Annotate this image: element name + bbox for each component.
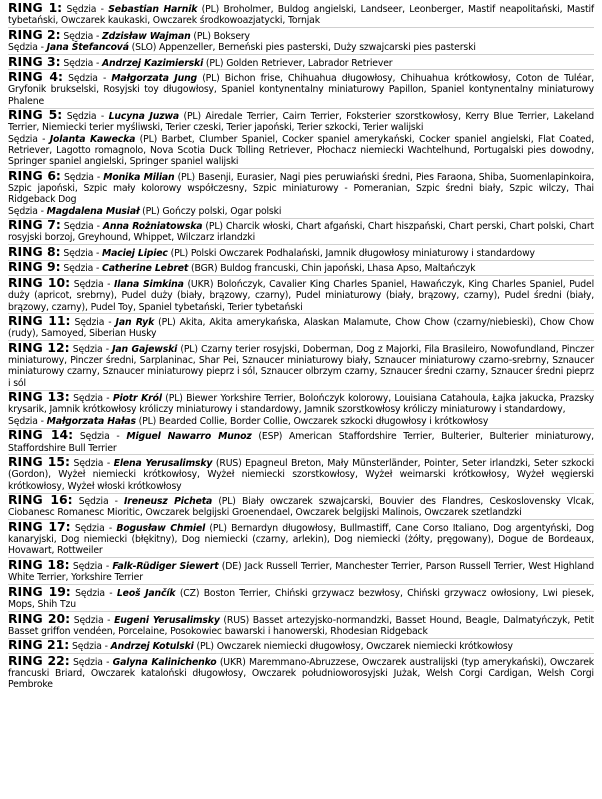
judge-prefix: Sędzia -: [68, 73, 107, 85]
judge-country: (PL): [138, 415, 157, 427]
judge-name: Sebastian Harnik: [108, 4, 198, 15]
ring-block: [8, 167, 594, 219]
breed-list: American Staffordshire Terrier, Bulterier, Bulterier miniaturowy, Staffordshire Bull Terrier: [8, 431, 594, 454]
ring-block: [8, 556, 595, 585]
judge-country: (ESP): [258, 431, 283, 443]
judge-prefix: Sędzia -: [74, 317, 112, 328]
judge-country: (CZ): [179, 587, 200, 599]
judge-prefix: Sędzia -: [73, 393, 110, 405]
ring-block: [8, 339, 595, 391]
judge-entry: [8, 456, 594, 492]
ring-label: RING 9:: [8, 259, 61, 275]
breed-list: Airedale Terrier, Cairn Terrier, Foksterier szorstkowłosy, Kerry Blue Terrier, Lakeland Terrier, Niemiecki terier myśliwski, Terier czeski, Terier japoński, Terier szkocki, Terier walijski: [8, 111, 594, 134]
ring-label: RING 5:: [8, 107, 63, 123]
judge-entry: [8, 429, 594, 454]
ring-block: [8, 261, 594, 276]
judge-name: Jolanta Kawecka: [49, 133, 136, 145]
judge-name: Piotr Król: [112, 393, 162, 405]
judge-entry: [8, 42, 594, 53]
ring-label: RING 8:: [8, 243, 61, 259]
judge-entry: [8, 53, 594, 69]
judge-country: (PL): [139, 133, 158, 145]
ring-block: [8, 274, 595, 314]
breed-list: Owczarek niemiecki długowłosy, Owczarek niemiecki krótkowłosy: [216, 641, 513, 653]
judge-country: (PL): [196, 641, 214, 653]
ring-label: RING 22:: [8, 652, 70, 668]
breed-list: Jack Russell Terrier, Manchester Terrier, Parson Russell Terrier, West Highland White Terrier, Yorkshire Terrier: [8, 560, 595, 584]
breed-list: Bichon frise, Chihuahua długowłosy, Chihuahua krótkowłosy, Coton de Tuléar, Gryfonik brukselski, Rosyjski toy długowłosy, Spaniel kontynentalny miniaturowy Papillon, Spaniel kontynentalny miniaturowy Phalene: [8, 73, 594, 107]
judge-prefix: Sędzia -: [63, 30, 100, 42]
breed-list: Basenji, Eurasier, Nagi pies peruwiański średni, Pies Faraona, Shiba, Suomenlapinkoira, Szpic japoński, Szpic mały kolorowy współczesny, Szpic miniaturowy - Pomeranian, Szpic średni biały, Szpic wilczy, Thai Ridgeback Dog: [8, 171, 594, 206]
judge-country: (SLO): [131, 42, 157, 54]
judge-prefix: Sędzia -: [73, 614, 111, 626]
ring-label: RING 20:: [8, 610, 71, 626]
judge-entry: [8, 274, 595, 313]
ring-label: RING 10:: [8, 274, 71, 290]
judge-prefix: Sędzia -: [75, 587, 113, 599]
judge-country: (PL): [180, 343, 198, 355]
breed-list: Epagneul Breton, Mały Münsterländer, Pointer, Seter irlandzki, Seter szkocki (Gordon), Wyżeł niemiecki krótkowłosy, Wyżeł niemiecki szorstkowłosy, Wyżeł weimarski krótkowłosy, Wyżeł węgierski krótkowłosy, Wyżeł włoski krótkowłosy: [8, 458, 595, 492]
ring-block: [8, 610, 594, 639]
judge-prefix: Sędzia -: [66, 111, 105, 123]
judge-prefix: Sędzia -: [8, 415, 44, 427]
judge-entry: [8, 167, 594, 206]
breed-list: Basset artezyjsko-normandzki, Basset Hound, Beagle, Dalmatyńczyk, Petit Basset griffon vendéen, Porcelaine, Posokowiec bawarski i hanowerski, Rhodesian Ridgeback: [8, 614, 594, 637]
breed-list: Gończy polski, Ogar polski: [162, 205, 282, 217]
ring-block: [8, 243, 594, 261]
ring-block: [8, 26, 594, 55]
ring-label: RING 7:: [8, 217, 61, 233]
ring-label: RING 19:: [8, 583, 71, 599]
judge-entry: [8, 315, 594, 340]
judge-name: Jan Gajewski: [112, 343, 178, 355]
judge-entry: [8, 206, 594, 217]
judge-country: (RUS): [215, 458, 242, 470]
judge-name: Ilana Simkina: [114, 278, 184, 290]
breed-list: Golden Retriever, Labrador Retriever: [226, 57, 393, 69]
judge-name: Małgorzata Hałas: [46, 415, 136, 427]
ring-label: RING 21:: [8, 637, 70, 653]
ring-label: RING 16:: [8, 492, 73, 508]
ring-label: RING 11:: [8, 313, 71, 328]
judge-prefix: Sędzia -: [66, 4, 104, 15]
judge-entry: [8, 109, 594, 134]
judge-country: (PL): [205, 221, 223, 233]
judge-entry: [8, 339, 595, 389]
judge-country: (PL): [183, 111, 201, 123]
judge-name: Galyna Kalinichenko: [112, 656, 217, 668]
ring-label: RING 1:: [8, 0, 63, 15]
judge-name: Monika Milian: [103, 171, 175, 183]
judge-entry: [8, 26, 594, 42]
ring-label: RING 3:: [8, 53, 61, 69]
judge-entry: [8, 639, 594, 652]
judge-entry: [8, 610, 594, 638]
ring-label: RING 15:: [8, 454, 70, 470]
judge-entry: [8, 583, 595, 611]
breed-list: Biewer Yorkshire Terrier, Bolończyk kolorowy, Louisiana Catahoula, Łajka jakucka, Prazsky krysarik, Jamnik krótkowłosy króliczy miniaturowy i standardowy, Jamnik szorstkowłosy króliczy miniaturowy i standardowy,: [8, 393, 594, 416]
judge-prefix: Sędzia -: [63, 221, 100, 233]
ring-block: [8, 456, 594, 493]
judge-name: Maciej Lipiec: [102, 247, 168, 259]
judge-name: Andrzej Kotulski: [110, 641, 194, 653]
breed-list: Biały owczarek szwajcarski, Bouvier des Flandres, Ceskoslovensky Vlcak, Ciobanesc Romanesc Mioritic, Owczarek belgijski Groenendael, Owczarek belgijski Malinois, Owczarek szetlandzki: [8, 496, 594, 519]
judge-name: Jan Ryk: [115, 317, 155, 328]
judge-country: (BGR): [191, 263, 218, 275]
ring-block: [8, 429, 594, 455]
judge-name: Catherine Lebret: [102, 263, 189, 275]
judge-name: Eugeni Yerusalimsky: [114, 614, 220, 626]
breed-list: Akita, Akita amerykańska, Alaskan Malamute, Chow Chow (czarny/niebieski), Chow Chow (rudy), Samoyed, Siberian Husky: [8, 317, 594, 340]
judge-prefix: Sędzia -: [72, 641, 108, 653]
judge-country: (PL): [218, 496, 236, 508]
judge-country: (PL): [205, 57, 224, 69]
breed-list: Charcik włoski, Chart afgański, Chart hiszpański, Chart perski, Chart polski, Chart rosyjski borzoj, Greyhound, Whippet, Wilczarz irlandzki: [8, 221, 594, 244]
judge-prefix: Sędzia -: [79, 431, 120, 443]
judge-prefix: Sędzia -: [64, 171, 101, 183]
ring-block: [8, 53, 594, 71]
ring-block: [8, 2, 594, 28]
judge-country: (UKR): [219, 656, 246, 668]
judge-name: Jana Štefancová: [46, 42, 129, 54]
breed-list: Maremmano-Abruzzese, Owczarek australijski (typ amerykański), Owczarek francuski Briard, Owczarek kataloński długowłosy, Owczarek południoworosyjski Jużak, Welsh Corgi Cardigan, Welsh Corgi Pembroke: [8, 656, 595, 691]
judge-prefix: Sędzia -: [78, 496, 118, 508]
breed-list: Appenzeller, Berneński pies pasterski, Duży szwajcarski pies pasterski: [159, 42, 476, 54]
ring-block: [8, 315, 594, 341]
judge-entry: [8, 134, 594, 168]
judge-country: (PL): [177, 171, 196, 183]
ring-block: [8, 639, 594, 654]
breed-list: Broholmer, Buldog angielski, Landseer, Leonberger, Mastif neapolitański, Mastif tybetański, Owczarek kaukaski, Owczarek środkowoazjatycki, Tornjak: [8, 4, 595, 27]
ring-block: [8, 71, 594, 108]
judge-name: Andrzej Kazimierski: [102, 57, 204, 69]
ring-label: RING 6:: [8, 167, 61, 183]
ring-block: [8, 583, 595, 612]
breed-list: Boston Terrier, Chiński grzywacz bezwłosy, Chiński grzywacz owłosiony, Lwi piesek, Mops, Shih Tzu: [8, 587, 595, 611]
judge-entry: [8, 219, 594, 244]
ring-label: RING 4:: [8, 69, 63, 85]
breed-list: Bearded Collie, Border Collie, Owczarek szkocki długowłosy i krótkowłosy: [158, 415, 489, 427]
breed-list: Czarny terier rosyjski, Doberman, Dog z Majorki, Fila Brasileiro, Nowofundland, Pinczer miniaturowy, Pinczer średni, Sarplaninac, Shar Pei, Sznaucer miniaturowy biały, Sznaucer miniaturowy czarno-srebrny, Sznaucer miniaturowy czarny, Sznaucer miniaturowy pieprz i sól, Sznaucer olbrzym czarny, Sznaucer średni czarny, Sznaucer średni pieprz i sól: [8, 343, 595, 389]
judge-entry: [8, 261, 594, 274]
judge-name: Ireneusz Picheta: [124, 496, 213, 508]
judge-prefix: Sędzia -: [63, 57, 100, 69]
judge-prefix: Sędzia -: [73, 278, 111, 290]
judge-prefix: Sędzia -: [73, 656, 110, 668]
ring-label: RING 13:: [8, 389, 70, 405]
judge-entry: [8, 652, 595, 691]
judge-entry: [8, 71, 594, 107]
judge-name: Bogusław Chmiel: [116, 522, 206, 534]
judge-country: (RUS): [223, 614, 250, 626]
judge-prefix: Sędzia -: [8, 42, 44, 54]
judge-country: (DE): [221, 560, 242, 572]
ring-block: [8, 109, 594, 169]
judge-name: Miguel Nawarro Munoz: [126, 431, 252, 443]
breed-list: Bolończyk, Cavalier King Charles Spaniel, Hawańczyk, King Charles Spaniel, Pudel duży (apricot, srebrny), Pudel duży (biały, brązowy, czarny), Pudel miniaturowy (biały, brązowy, czarny), Pudel średni (biały, brązowy, czarny), Pudel Toy, Spaniel tybetański, Terier tybetański: [8, 278, 595, 313]
breed-list: Buldog francuski, Chin japoński, Lhasa Apso, Maltańczyk: [220, 263, 476, 275]
breed-list: Polski Owczarek Podhalański, Jamnik długowłosy miniaturowy i standardowy: [190, 247, 535, 259]
judge-name: Lucyna Juzwa: [108, 111, 180, 123]
judge-country: (PL): [193, 30, 211, 42]
ring-label: RING 14:: [8, 427, 74, 443]
judge-prefix: Sędzia -: [8, 205, 44, 217]
ring-label: RING 18:: [8, 556, 70, 572]
ring-block: [8, 494, 594, 520]
judge-name: Magdalena Musiał: [46, 205, 140, 217]
judge-name: Falk-Rüdiger Siewert: [112, 560, 219, 572]
judge-country: (PL): [202, 73, 220, 85]
ring-block: [8, 391, 594, 428]
judge-prefix: Sędzia -: [74, 522, 113, 534]
breed-list: Bernardyn długowłosy, Bullmastiff, Cane Corso Italiano, Dog argentyński, Dog kanaryjski, Dog niemiecki (błękitny), Dog niemiecki (czarny, arlekin), Dog niemiecki (żółty, pręgowany), Dogue de Bordeaux, Hovawart, Rottweiler: [8, 522, 594, 557]
judge-prefix: Sędzia -: [73, 458, 111, 470]
judge-entry: [8, 2, 594, 27]
judge-entry: [8, 391, 594, 416]
judge-entry: [8, 518, 594, 557]
judge-country: (PL): [158, 317, 176, 328]
judge-name: Małgorzata Jung: [111, 73, 198, 85]
judge-entry: [8, 494, 594, 519]
judge-entry: [8, 243, 594, 259]
ring-label: RING 2:: [8, 26, 61, 42]
judge-country: (UKR): [187, 278, 214, 290]
judge-country: (PL): [165, 393, 183, 405]
ring-label: RING 12:: [8, 339, 70, 355]
judge-name: Elena Yerusalimsky: [113, 458, 213, 470]
breed-list: Boksery: [213, 30, 250, 42]
ring-block: [8, 219, 594, 245]
judge-entry: [8, 416, 594, 427]
ring-block: [8, 652, 595, 691]
judge-entry: [8, 556, 595, 584]
ring-block: [8, 518, 594, 558]
judge-country: (PL): [170, 247, 189, 259]
judge-country: (PL): [209, 522, 227, 534]
judge-prefix: Sędzia -: [72, 560, 110, 572]
judge-country: (PL): [201, 4, 220, 15]
judge-prefix: Sędzia -: [63, 263, 100, 275]
judge-prefix: Sędzia -: [72, 343, 109, 355]
judge-name: Leoš Jančík: [116, 587, 176, 599]
judge-prefix: Sędzia -: [63, 247, 100, 259]
judge-name: Zdzisław Wajman: [102, 30, 191, 42]
judge-country: (PL): [142, 205, 160, 217]
ring-label: RING 17:: [8, 518, 71, 534]
breed-list: Barbet, Clumber Spaniel, Cocker spaniel amerykański, Cocker spaniel angielski, Flat Coated, Retriever, Lagotto romagnolo, Nova Scotia Duck Tolling Retriever, Płochacz niemiecki Wachtelhund, Portugalski pies dowodny, Springer spaniel angielski, Springer spaniel walijski: [8, 133, 594, 168]
judge-name: Anna Rożniatowska: [102, 221, 203, 233]
judge-prefix: Sędzia -: [8, 133, 46, 145]
